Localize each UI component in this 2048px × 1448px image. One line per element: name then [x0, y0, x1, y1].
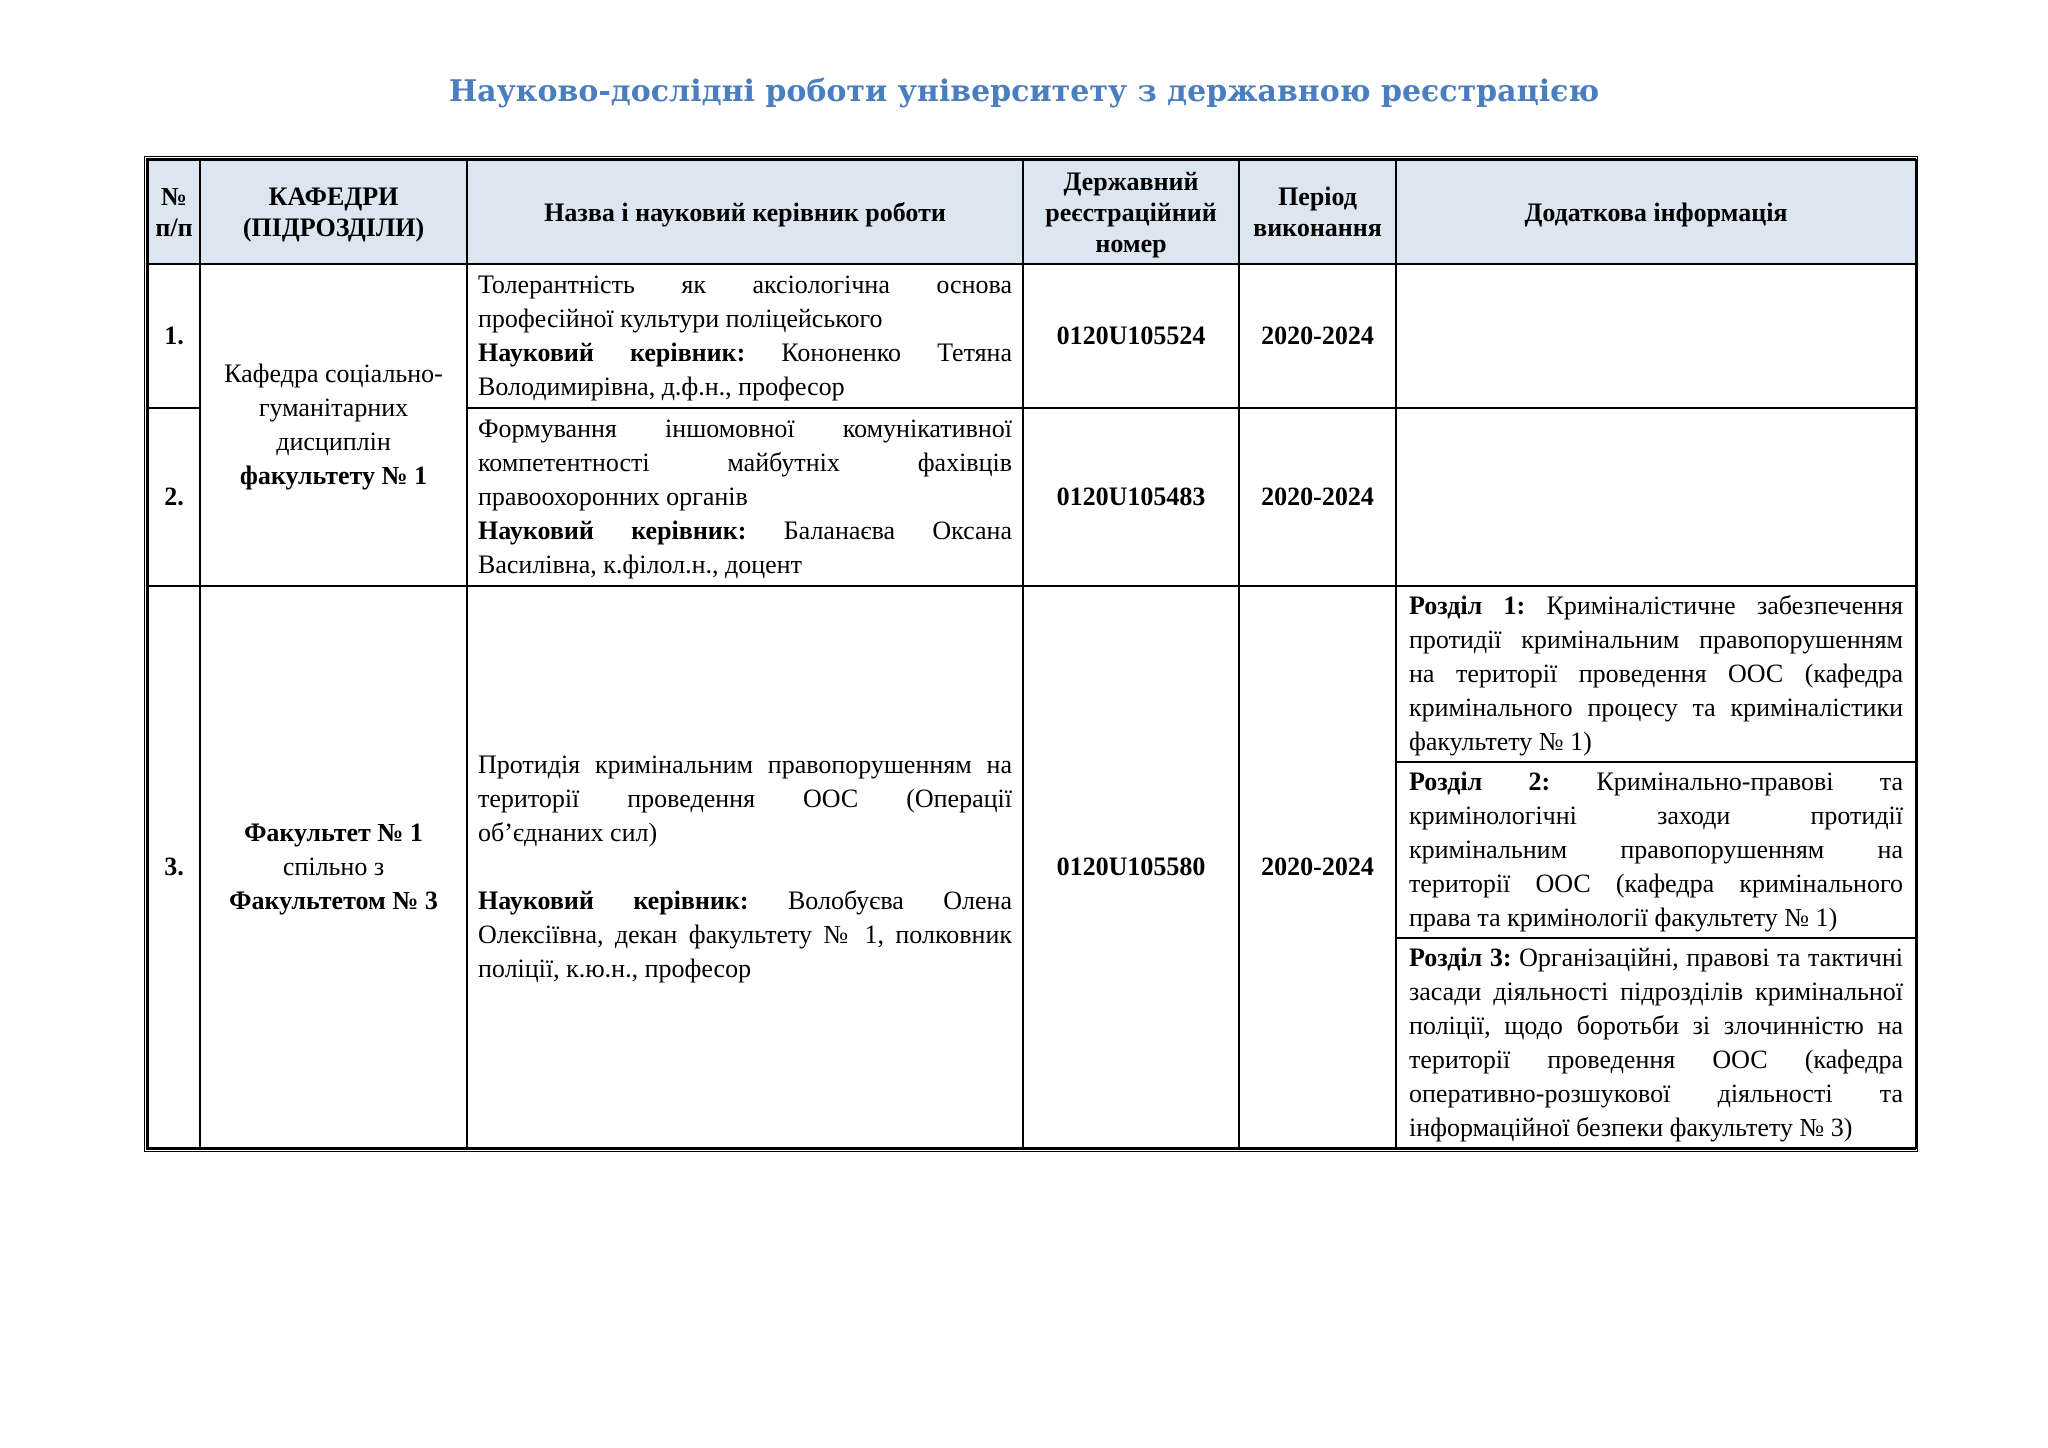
- extra-info-cell: [1396, 408, 1916, 586]
- header-extra: Додаткова інформація: [1396, 160, 1916, 264]
- registration-number: 0120U105524: [1023, 264, 1239, 408]
- header-dept: КАФЕДРИ (ПІДРОЗДІЛИ): [200, 160, 467, 264]
- supervisor-label: Науковий керівник:: [478, 338, 746, 367]
- page-title: Науково-дослідні роботи університету з державною реєстрацією: [448, 74, 1600, 109]
- supervisor-label: Науковий керівник:: [478, 886, 749, 915]
- execution-period: 2020-2024: [1239, 408, 1396, 586]
- supervisor-name: Баланаєва Оксана Василівна, к.філол.н., доцент: [478, 516, 1012, 579]
- section-label: Розділ 2:: [1409, 767, 1551, 796]
- section-2: [1397, 763, 1915, 939]
- department-name: Кафедра соціально-гуманітарних дисциплін: [224, 359, 443, 456]
- row-number: 1.: [148, 264, 200, 408]
- table-row: [148, 264, 1916, 408]
- section-label: Розділ 3:: [1409, 943, 1512, 972]
- header-period: Період виконання: [1239, 160, 1396, 264]
- extra-info-cell: [1396, 586, 1916, 1148]
- work-title: Формування іншомовної комунікативної компетентності майбутніх фахівців правоохоронних органів: [478, 414, 1012, 511]
- row-number: 2.: [148, 408, 200, 586]
- execution-period: 2020-2024: [1239, 586, 1396, 1148]
- department-faculty-3: Факультетом № 3: [229, 886, 438, 915]
- research-table: [147, 159, 1917, 1149]
- table-row: [148, 586, 1916, 1148]
- work-title: Толерантність як аксіологічна основа професійної культури поліцейського: [478, 270, 1012, 333]
- row-number: 3.: [148, 586, 200, 1148]
- work-cell: [467, 264, 1023, 408]
- section-text: Криміналістичне забезпечення протидії кримінальним правопорушенням на території проведення ООС (кафедра кримінального процесу та криміналістики факультету № 1): [1409, 591, 1903, 756]
- section-text: Кримінально-правові та кримінологічні заходи протидії кримінальним правопорушенням на території ООС (кафедра кримінального права та кримінології факультету № 1): [1409, 767, 1904, 932]
- table-header-row: [148, 160, 1916, 264]
- department-joint: спільно з: [282, 852, 385, 881]
- section-1: [1397, 587, 1915, 763]
- work-cell: [467, 586, 1023, 1148]
- department-cell: [200, 264, 467, 586]
- extra-info-cell: [1396, 264, 1916, 408]
- registration-number: 0120U105580: [1023, 586, 1239, 1148]
- registration-number: 0120U105483: [1023, 408, 1239, 586]
- section-3: [1397, 939, 1915, 1147]
- header-reg: Державний реєстраційний номер: [1023, 160, 1239, 264]
- department-faculty: факультету № 1: [239, 461, 428, 490]
- department-cell: [200, 586, 467, 1148]
- header-work: Назва і науковий керівник роботи: [467, 160, 1023, 264]
- section-text: Організаційні, правові та тактичні засади діяльності підрозділів кримінальної поліції, щодо боротьби зі злочинністю на території проведення ООС (кафедра оперативно-розшукової діяльності та інформаційної безпеки факультету № 3): [1409, 943, 1904, 1142]
- supervisor-label: Науковий керівник:: [478, 516, 747, 545]
- section-label: Розділ 1:: [1409, 591, 1526, 620]
- supervisor-name: Волобуєва Олена Олексіївна, декан факультету № 1, полковник поліції, к.ю.н., професор: [478, 886, 1012, 983]
- execution-period: 2020-2024: [1239, 264, 1396, 408]
- research-table-frame: [144, 156, 1918, 1152]
- work-title: Протидія кримінальним правопорушенням на території проведення ООС (Операції об’єднаних сил): [478, 750, 1012, 847]
- department-faculty-1: Факультет № 1: [244, 818, 423, 847]
- supervisor-name: Кононенко Тетяна Володимирівна, д.ф.н., професор: [478, 338, 1013, 401]
- work-cell: [467, 408, 1023, 586]
- header-num: № п/п: [148, 160, 200, 264]
